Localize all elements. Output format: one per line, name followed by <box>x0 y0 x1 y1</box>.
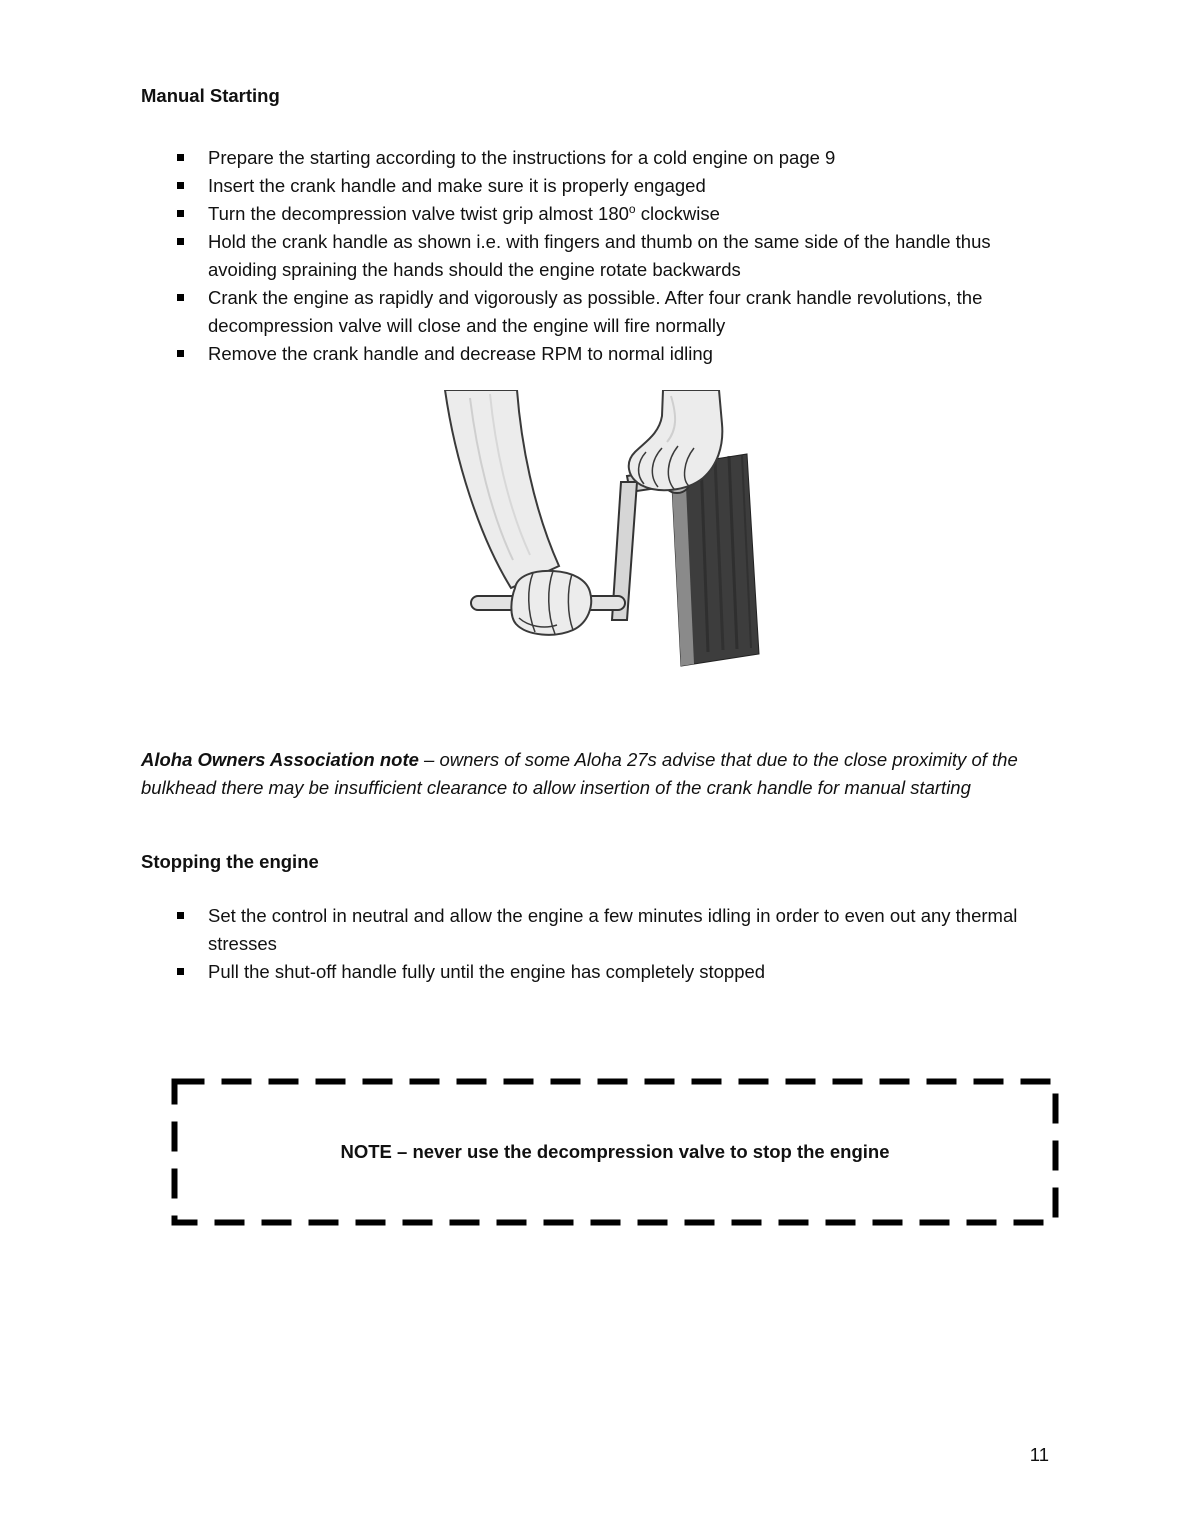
bullet-text: Crank the engine as rapidly and vigorously as possible. After four crank handle revolutions, the decompression valve will close and the engine will fire normally <box>208 287 983 336</box>
manual-starting-bullet-list <box>141 144 1049 368</box>
heading-stopping-engine: Stopping the engine <box>141 851 319 872</box>
list-item <box>141 200 1049 228</box>
bullet-text: Prepare the starting according to the instructions for a cold engine on page 9 <box>208 147 836 168</box>
bullet-text: Turn the decompression valve twist grip almost 180 <box>208 203 629 224</box>
bullet-text: Hold the crank handle as shown i.e. with fingers and thumb on the same side of the handle thus avoiding spraining the hands should the engine rotate backwards <box>208 231 991 280</box>
note-box-text: NOTE – never use the decompression valve to stop the engine <box>340 1141 890 1162</box>
list-item <box>141 340 1049 368</box>
bullet-text: Remove the crank handle and decrease RPM to normal idling <box>208 343 713 364</box>
list-item <box>141 958 1049 986</box>
list-item <box>141 228 1049 284</box>
aloha-note-lead: Aloha Owners Association note <box>141 749 419 770</box>
aloha-note-body: – owners of some Aloha 27s advise that due to the close proximity of the bulkhead there may be insufficient clearance to allow insertion of the crank handle for manual starting <box>141 749 1018 798</box>
aloha-owners-note <box>141 746 1049 802</box>
crank-illustration <box>415 390 775 680</box>
crank-illustration-drawing <box>415 390 775 680</box>
stopping-bullet-list <box>141 902 1049 986</box>
page-number: 11 <box>1029 1444 1049 1465</box>
list-item <box>141 284 1049 340</box>
note-box <box>171 1078 1059 1226</box>
heading-manual-starting: Manual Starting <box>141 85 280 106</box>
superscript-degree: o <box>628 201 636 216</box>
bullet-text: clockwise <box>635 203 720 224</box>
bullet-text: Set the control in neutral and allow the engine a few minutes idling in order to even out any thermal stresses <box>208 905 1018 954</box>
list-item <box>141 902 1049 958</box>
list-item <box>141 172 1049 200</box>
bullet-text: Pull the shut-off handle fully until the engine has completely stopped <box>208 961 766 982</box>
list-item <box>141 144 1049 172</box>
bullet-text: Insert the crank handle and make sure it is properly engaged <box>208 175 706 196</box>
